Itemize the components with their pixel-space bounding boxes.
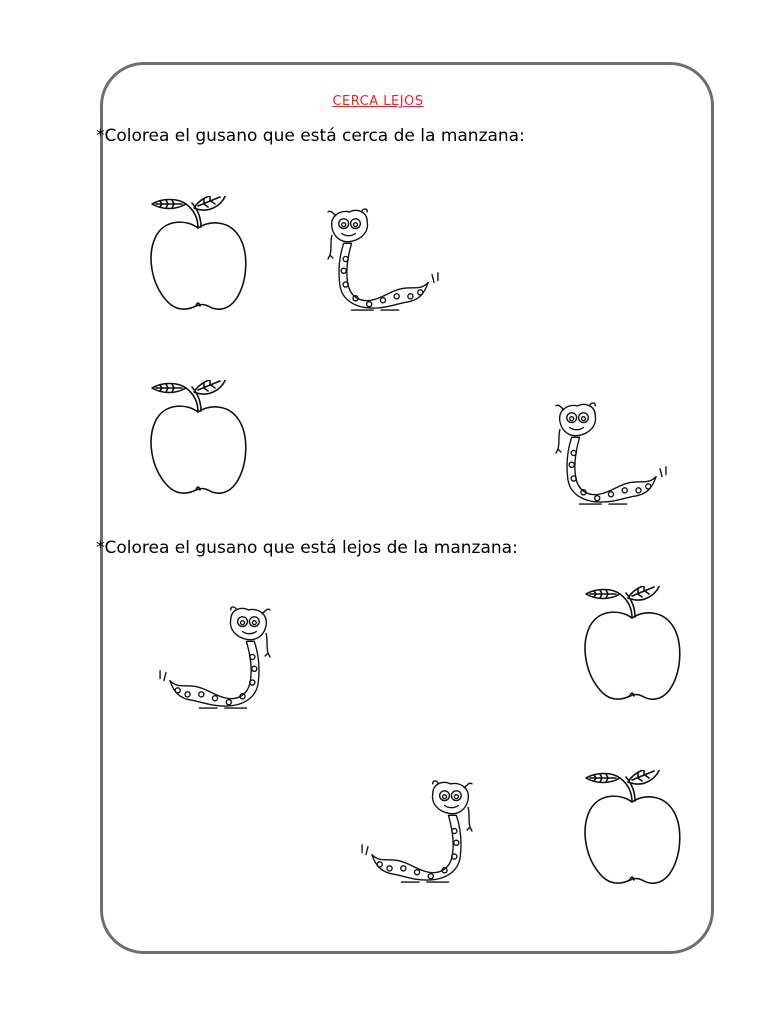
- apple-icon[interactable]: [148, 196, 248, 316]
- worm-icon[interactable]: [158, 604, 276, 712]
- apple-icon[interactable]: [582, 770, 682, 890]
- worm-icon[interactable]: [550, 400, 668, 508]
- instruction-far: [96, 538, 518, 558]
- instruction-far-text: Colorea el gusano que está lejos de la manzana:: [104, 538, 518, 558]
- apple-icon[interactable]: [582, 586, 682, 706]
- apple-icon[interactable]: [148, 380, 248, 500]
- asterisk: *: [96, 126, 105, 146]
- page-title: CERCA LEJOS: [332, 94, 424, 109]
- asterisk: *: [96, 538, 105, 558]
- worm-icon[interactable]: [360, 778, 478, 886]
- instruction-near: [96, 126, 525, 146]
- instruction-near-text: Colorea el gusano que está cerca de la manzana:: [104, 126, 525, 146]
- worm-icon[interactable]: [322, 206, 440, 314]
